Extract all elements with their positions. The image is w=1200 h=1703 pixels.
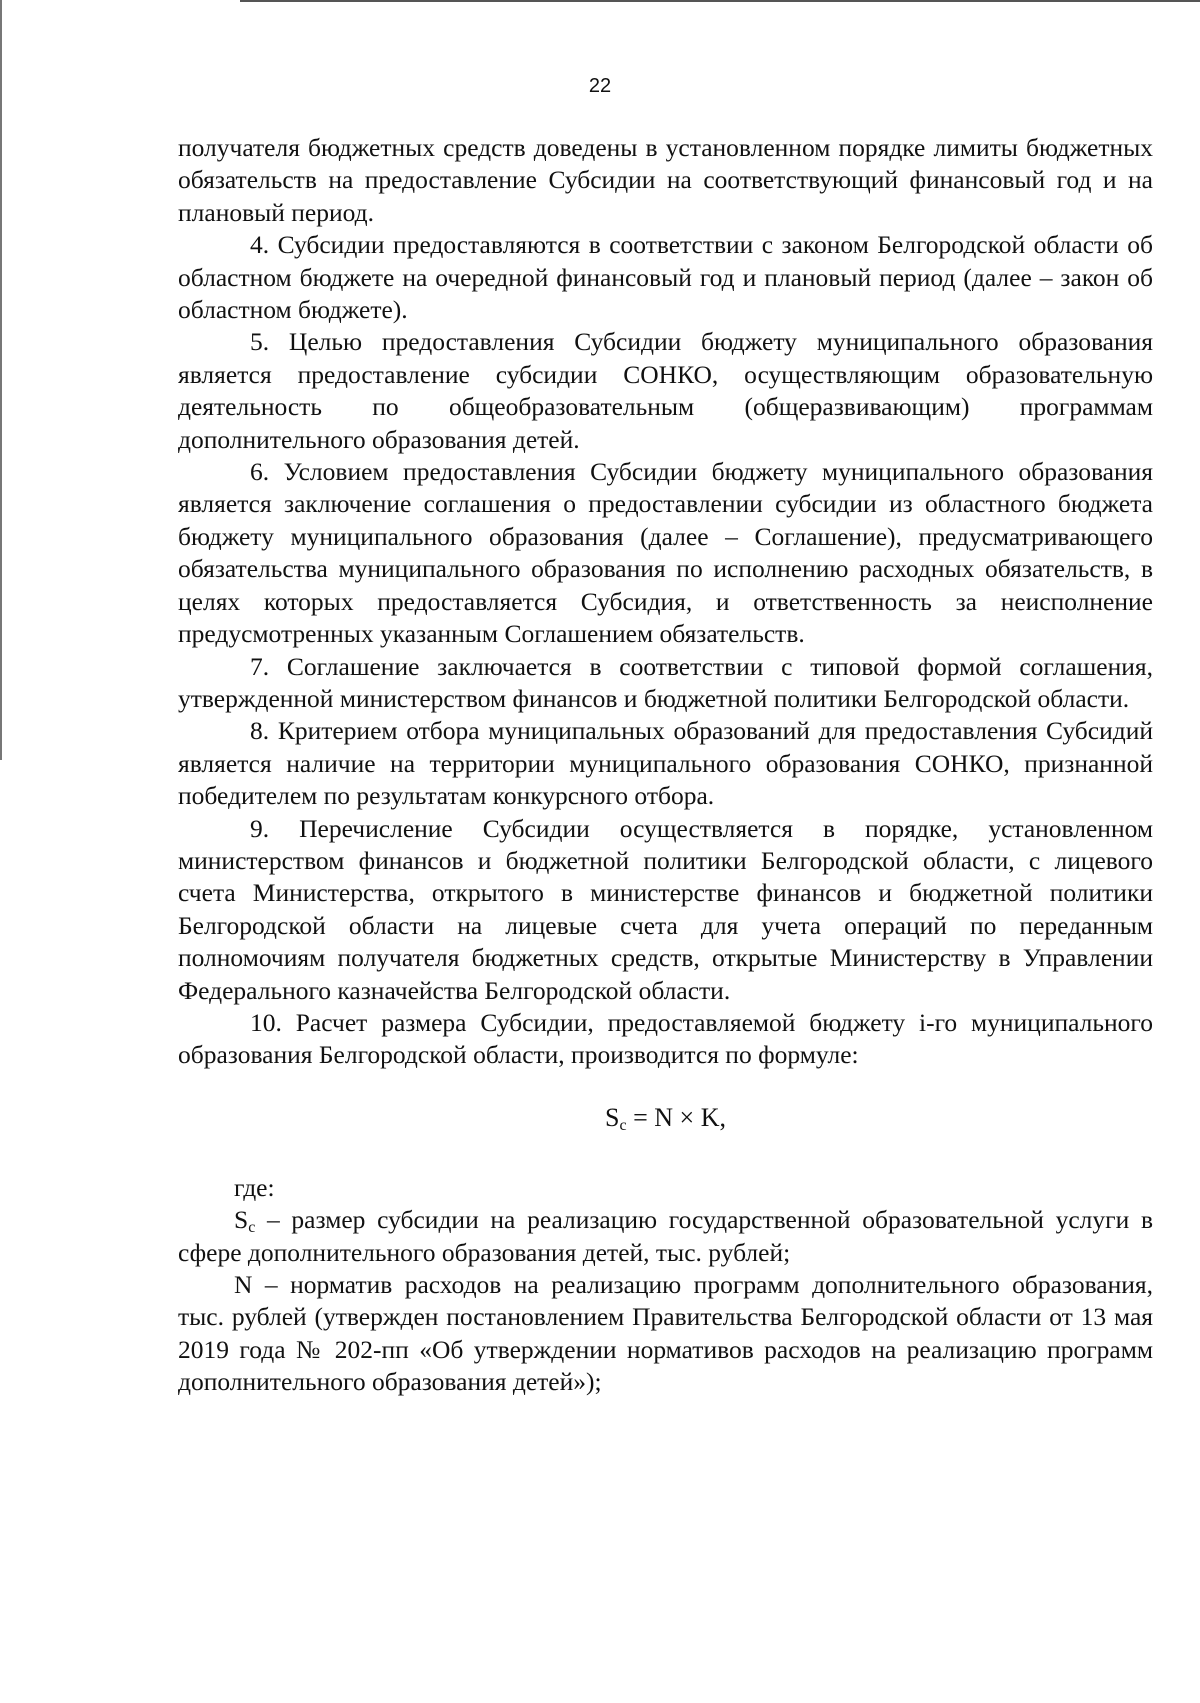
paragraph-5: 5. Целью предоставления Субсидии бюджету муниципального образования является предоставление субсидии СОНКО, осуществляющим образовательную деятельность по общеобразовательным (общеразвивающим) программам дополнительного образования детей. (178, 327, 1153, 454)
definition-sc-subscript: c (248, 1219, 256, 1237)
paragraph-9: 9. Перечисление Субсидии осуществляется в порядке, установленном министерством финансов и бюджетной политики Белгородской области, с лицевого счета Министерства, открытого в министерстве финансов и бюджетной политики Белгородской области на лицевые счета для учета операций по переданным полномочиям получателя бюджетных средств, открытые Министерству в Управлении Федерального казначейства Белгородской области. (178, 813, 1153, 1005)
page-number: 22 (588, 75, 612, 97)
definition-sc (178, 1204, 1153, 1269)
paragraph-4: 4. Субсидии предоставляются в соответствии с законом Белгородской области об областном бюджете на очередной финансовый год и плановый период (далее – закон об областном бюджете). (178, 230, 1153, 325)
formula-lhs: S (605, 1102, 620, 1132)
paragraph-8: 8. Критерием отбора муниципальных образований для предоставления Субсидий является наличие на территории муниципального образования СОНКО, признанной победителем по результатам конкурсного отбора. (178, 716, 1153, 811)
paragraph-6: 6. Условием предоставления Субсидии бюджету муниципального образования является заключение соглашения о предоставлении субсидии из областного бюджета бюджету муниципального образования (далее – Соглашение), предусматривающего обязательства муниципального образования по исполнению расходных обязательств, в целях которых предоставляется Субсидия, и ответственность за неисполнение предусмотренных указанным Соглашением обязательств. (178, 457, 1153, 649)
definition-n: N – норматив расходов на реализацию программ дополнительного образования, тыс. рублей (утвержден постановлением Правительства Белгородской области от 13 мая 2019 года № 202-пп «Об утверждении нормативов расходов на реализацию программ дополнительного образования детей»); (178, 1270, 1153, 1397)
document-body (178, 132, 1153, 1399)
formula-rhs: = N × K, (626, 1102, 726, 1132)
formula-lhs-subscript: c (619, 1116, 627, 1134)
definition-sc-text: – размер субсидии на реализацию государственной образовательной услуги в сфере дополнительного образования детей, тыс. рублей; (178, 1205, 1153, 1267)
paragraph-continuation: получателя бюджетных средств доведены в установленном порядке лимиты бюджетных обязательств на предоставление Субсидии на соответствующий финансовый год и на плановый период. (178, 133, 1153, 227)
subsidy-formula (178, 1102, 1153, 1134)
where-label: где: (234, 1172, 275, 1202)
paragraph-7: 7. Соглашение заключается в соответствии с типовой формой соглашения, утвержденной министерством финансов и бюджетной политики Белгородской области. (178, 651, 1153, 713)
paragraph-10: 10. Расчет размера Субсидии, предоставляемой бюджету i-го муниципального образования Белгородской области, производится по формуле: (178, 1007, 1153, 1070)
definition-sc-symbol: S (234, 1205, 249, 1235)
